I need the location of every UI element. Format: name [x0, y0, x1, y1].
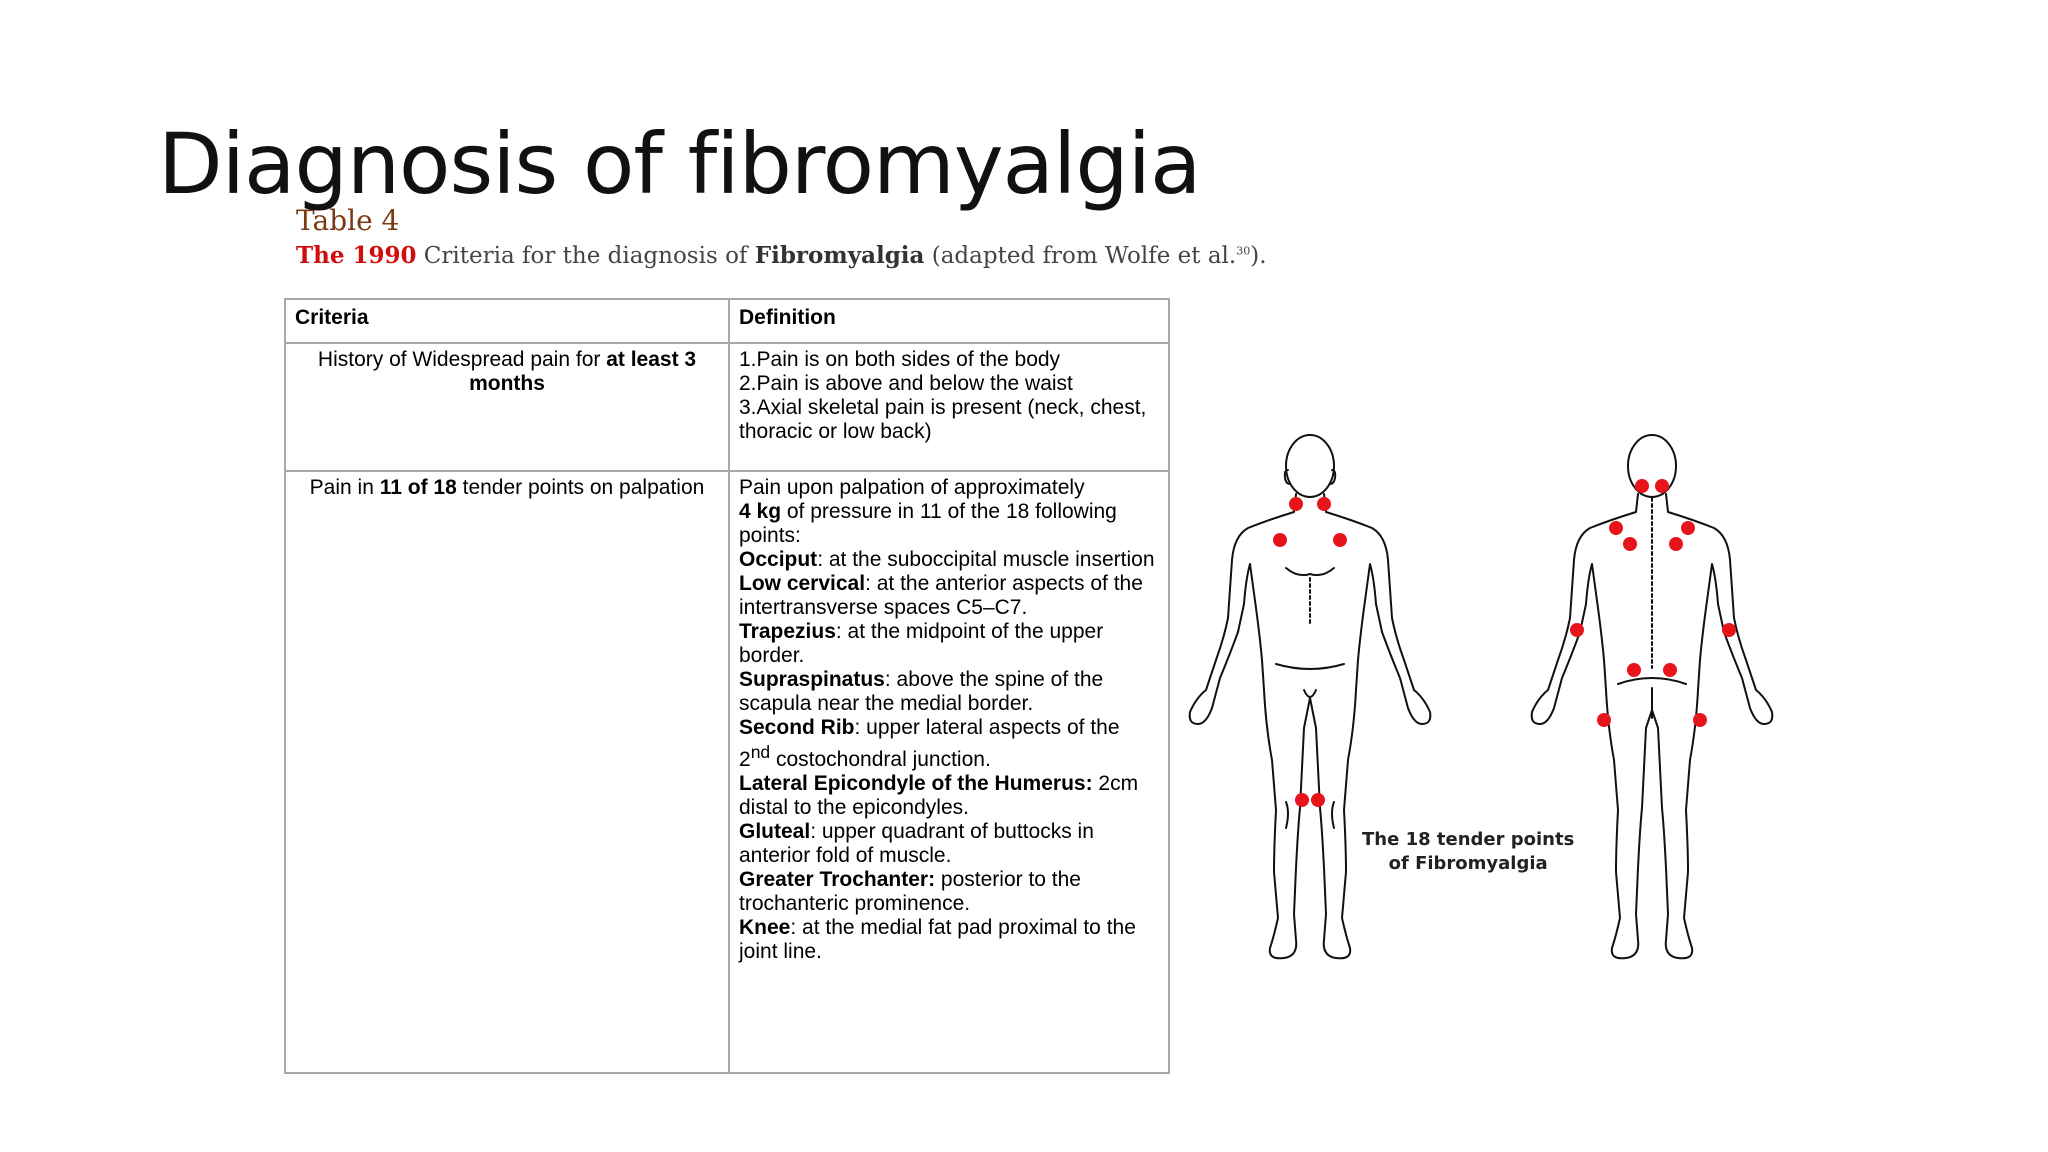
- point-desc: 2cm distal to the epicondyles.: [739, 772, 1139, 819]
- tender-point-greater-trochanter: [739, 868, 1159, 916]
- point-desc: : at the medial fat pad proximal to the joint line.: [739, 916, 1136, 963]
- figure-caption-line: The 18 tender points: [1362, 829, 1575, 850]
- tender-point-marker: [1311, 793, 1325, 807]
- point-name: Gluteal: [739, 820, 811, 843]
- criteria-table: [284, 298, 1170, 1074]
- tender-point-lateral-epicondyle: [739, 772, 1159, 820]
- pressure-text: of pressure in 11 of the 18 following points:: [739, 500, 1117, 547]
- point-name: Supraspinatus: [739, 668, 885, 691]
- criteria-bold: 11 of 18: [379, 476, 457, 499]
- table-header-row: [285, 299, 1169, 343]
- tender-point-marker: [1317, 497, 1331, 511]
- tender-point-marker: [1655, 479, 1669, 493]
- criteria-text-post: tender points on palpation: [456, 476, 705, 499]
- tender-point-trapezius: [739, 620, 1159, 668]
- definition-line: 3.Axial skeletal pain is present (neck, chest, thoracic or low back): [739, 396, 1147, 443]
- tender-point-marker: [1693, 713, 1707, 727]
- tender-point-gluteal: [739, 820, 1159, 868]
- point-name: Greater Trochanter:: [739, 868, 936, 891]
- tender-point-marker: [1681, 521, 1695, 535]
- tender-point-supraspinatus: [739, 668, 1159, 716]
- header-definition: Definition: [729, 299, 1169, 343]
- tender-point-marker: [1333, 533, 1347, 547]
- criteria-cell: [285, 343, 729, 471]
- tender-point-marker: [1597, 713, 1611, 727]
- caption-year: The 1990: [296, 242, 417, 269]
- point-desc: posterior to the trochanteric prominence.: [739, 868, 1081, 915]
- table-row: [285, 343, 1169, 471]
- point-name: Lateral Epicondyle of the Humerus:: [739, 772, 1093, 795]
- point-desc: : at the anterior aspects of the intertransverse spaces C5–C7.: [739, 572, 1143, 619]
- tender-point-second-rib: [739, 716, 1159, 740]
- pressure-value: 4 kg: [739, 500, 782, 523]
- tender-point-marker: [1722, 623, 1736, 637]
- point-desc: : above the spine of the scapula near the medial border.: [739, 668, 1104, 715]
- tender-point-occiput: [739, 548, 1159, 572]
- tender-point-marker: [1669, 537, 1683, 551]
- point-desc: : at the suboccipital muscle insertion: [817, 548, 1155, 571]
- caption-text-2: (adapted from Wolfe et al.: [924, 243, 1237, 269]
- tender-point-marker: [1295, 793, 1309, 807]
- tender-point-marker: [1663, 663, 1677, 677]
- definition-line: 1.Pain is on both sides of the body: [739, 348, 1061, 371]
- figure-caption-line: of Fibromyalgia: [1388, 853, 1548, 874]
- tender-point-marker: [1627, 663, 1641, 677]
- tender-point-marker: [1289, 497, 1303, 511]
- caption-text-3: ).: [1250, 243, 1267, 269]
- slide-title: Diagnosis of fibromyalgia: [158, 115, 1201, 213]
- table-row: [285, 471, 1169, 1073]
- figure-caption: [1362, 828, 1574, 876]
- point-desc: : upper lateral aspects of the: [854, 716, 1120, 739]
- point-name: Occiput: [739, 548, 818, 571]
- tender-point-marker: [1623, 537, 1637, 551]
- point-name: Trapezius: [739, 620, 836, 643]
- definition-intro-2: [739, 500, 1159, 548]
- tender-point-marker: [1609, 521, 1623, 535]
- criteria-text: History of Widespread pain for: [317, 348, 607, 371]
- point-desc: : at the midpoint of the upper border.: [739, 620, 1104, 667]
- tender-point-knee: [739, 916, 1159, 964]
- criteria-bold: at least 3 months: [469, 348, 697, 395]
- definition-line: 2.Pain is above and below the waist: [739, 372, 1073, 395]
- caption-text: Criteria for the diagnosis of: [416, 243, 755, 269]
- tender-point-marker: [1570, 623, 1584, 637]
- tender-point-markers: [1273, 479, 1736, 807]
- definition-cell: [729, 471, 1169, 1073]
- tender-points-figure: [1186, 428, 1776, 978]
- criteria-cell: [285, 471, 729, 1073]
- rib-number: 2: [739, 748, 751, 771]
- point-name: Low cervical: [739, 572, 866, 595]
- rib-text: costochondral junction.: [770, 748, 991, 771]
- criteria-text: Pain in: [309, 476, 380, 499]
- header-criteria: Criteria: [285, 299, 729, 343]
- caption-ref: 30: [1236, 244, 1251, 258]
- body-front-outline: [1190, 435, 1431, 958]
- tender-point-low-cervical: [739, 572, 1159, 620]
- table-label: Table 4: [296, 204, 400, 237]
- caption-bold: Fibromyalgia: [754, 242, 925, 269]
- body-back-outline: [1532, 435, 1773, 958]
- definition-intro: Pain upon palpation of approximately: [739, 476, 1085, 499]
- point-desc: : upper quadrant of buttocks in anterior fold of muscle.: [739, 820, 1094, 867]
- tender-point-marker: [1635, 479, 1649, 493]
- definition-cell: [729, 343, 1169, 471]
- tender-point-second-rib-cont: [739, 740, 1159, 772]
- table-caption: [296, 242, 1267, 269]
- point-name: Knee: [739, 916, 791, 939]
- rib-ordinal: nd: [750, 742, 771, 762]
- tender-point-marker: [1273, 533, 1287, 547]
- point-name: Second Rib: [739, 716, 855, 739]
